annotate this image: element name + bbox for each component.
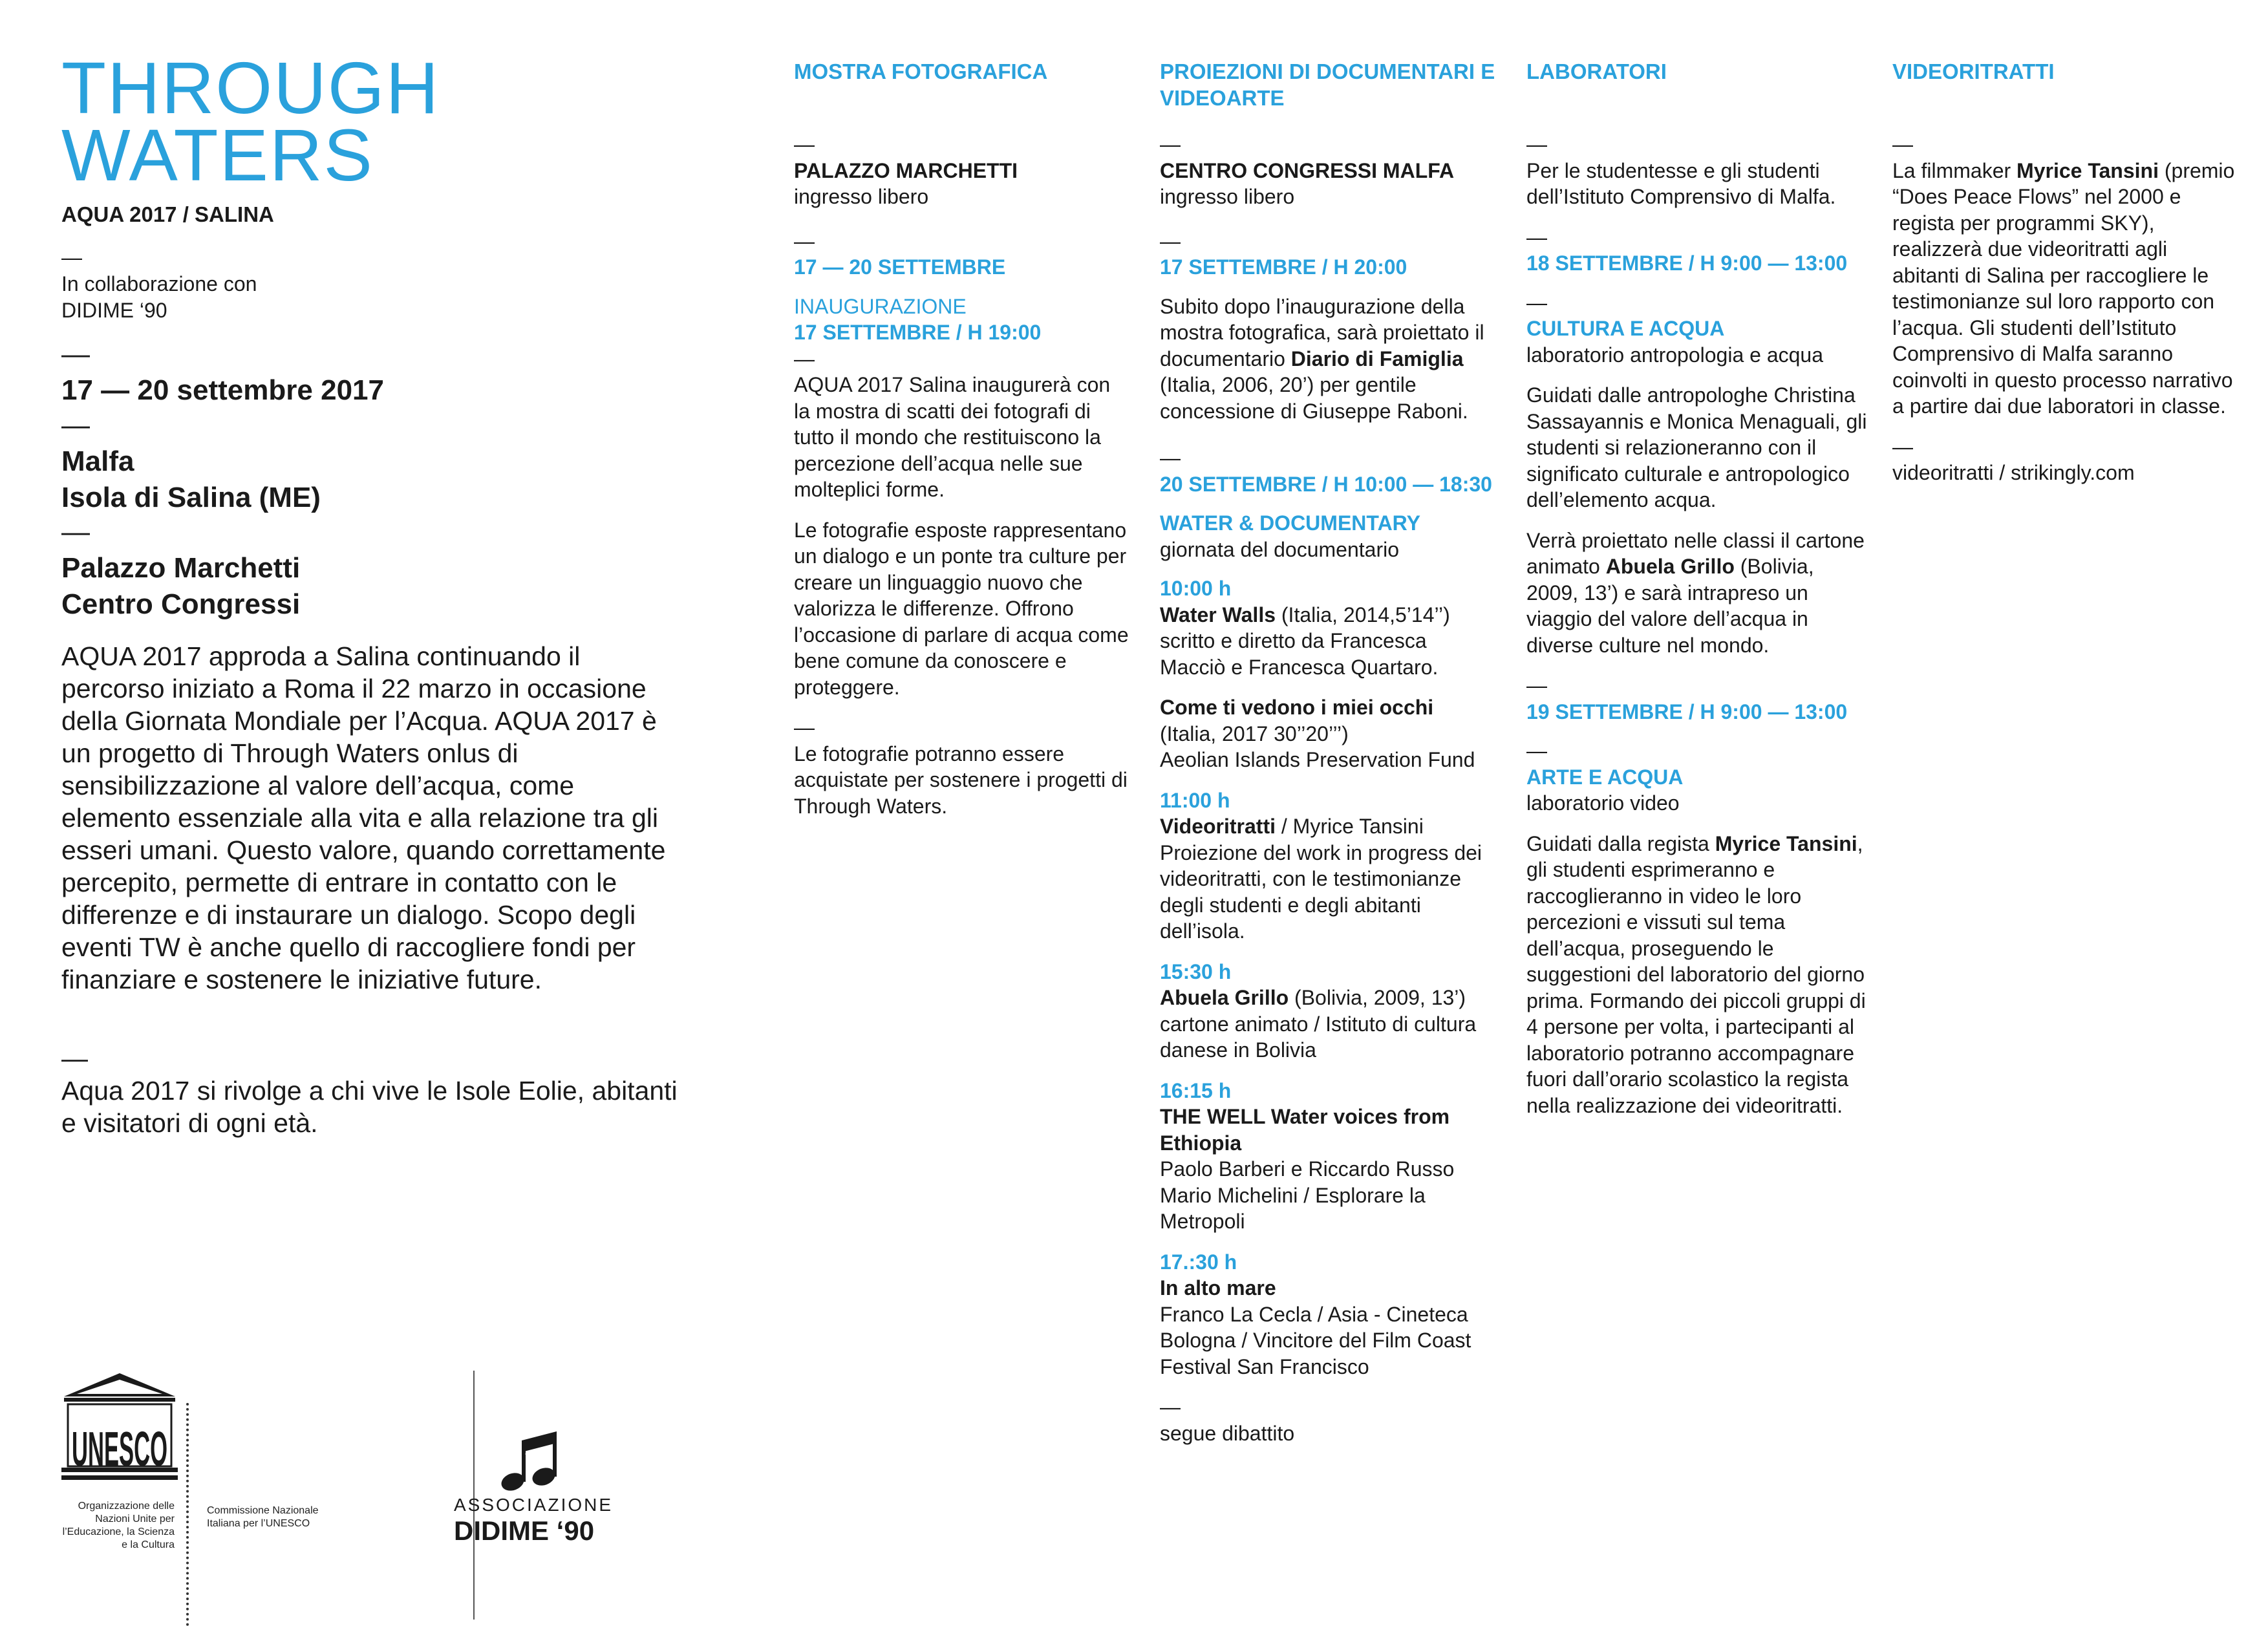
mostra-paragraph-2: Le fotografie esposte rappresentano un dialogo e un ponte tra culture per creare un linguaggio nuovo che valorizza le differenze. Offrono l’occasione di parlare di acqua come bene comune da conoscere e proteggere. — [794, 518, 1129, 699]
slot-5-title: THE WELL Water voices from Ethiopia — [1160, 1105, 1450, 1155]
slot-2-desc: Aeolian Islands Preservation Fund — [1160, 748, 1475, 771]
slot-5-time: 16:15 h — [1160, 1078, 1232, 1102]
lab-2-director: Myrice Tansini — [1715, 831, 1857, 855]
place-town: Malfa — [61, 445, 134, 477]
slot-1-meta: (Italia, 2014,5’14’’) — [1276, 603, 1450, 626]
venue-name: Palazzo Marchetti — [61, 552, 301, 584]
lab-1-text-a: Verrà proiettato nelle classi il cartone animato — [1526, 528, 1865, 578]
collab-line: In collaborazione con — [61, 272, 257, 295]
divider-dash: — — [1160, 1395, 1181, 1418]
lab-2-paragraph — [1526, 831, 1869, 1119]
divider-dash: — — [794, 229, 815, 253]
screening-2-title: WATER & DOCUMENTARY — [1160, 511, 1420, 535]
collab-partner: DIDIME ‘90 — [61, 299, 167, 322]
lab-2-title: ARTE E ACQUA — [1526, 765, 1684, 789]
lab-1-paragraph-1: Guidati dalle antropologhe Christina Sassayannis e Monica Menaguali, gli studenti si relazioneranno con il significato culturale e antropologico dell’elemento acqua. — [1526, 383, 1867, 511]
screening-2-sub: giornata del documentario — [1160, 537, 1400, 561]
lab-2-text-a: Guidati dalla regista — [1526, 831, 1715, 855]
unesco-dotted-divider — [186, 1403, 191, 1626]
mostra-entry: ingresso libero — [794, 185, 929, 208]
slot-6-title: In alto mare — [1160, 1276, 1276, 1300]
divider-dash: — — [794, 347, 815, 370]
laboratori-heading: LABORATORI — [1526, 59, 1667, 83]
mostra-column — [794, 58, 1130, 833]
divider-dash: — — [1892, 133, 1913, 156]
slot-4-line — [1160, 985, 1496, 1011]
videoritratti-heading: VIDEORITRATTI — [1892, 59, 2055, 83]
lab-1-title: CULTURA E ACQUA — [1526, 317, 1725, 340]
collab-block — [61, 244, 257, 324]
divider-dash: — — [794, 716, 815, 739]
screening-1-text-a: Subito dopo l’inaugurazione della mostra fotografica, sarà proiettato il documentario — [1160, 294, 1484, 370]
unesco-wordmark: UNESCO — [72, 1421, 167, 1477]
screening-1-desc — [1160, 294, 1496, 425]
slot-4-title: Abuela Grillo — [1160, 986, 1289, 1009]
slot-4-desc: cartone animato / Istituto di cultura danese in Bolivia — [1160, 1012, 1477, 1062]
laboratori-intro: Per le studentesse e gli studenti dell’Istituto Comprensivo di Malfa. — [1526, 158, 1836, 208]
divider-dash: — — [1160, 229, 1181, 253]
lab-1-paragraph-2 — [1526, 528, 1869, 659]
laboratori-column — [1526, 58, 1869, 1133]
slot-4-meta: (Bolivia, 2009, 13’) — [1289, 986, 1466, 1009]
place-island: Isola di Salina (ME) — [61, 482, 321, 513]
venue-block — [61, 514, 300, 623]
unesco-temple-icon — [61, 1371, 178, 1493]
screening-1-text-c: (Italia, 2006, 20’) per gentile concessione di Giuseppe Raboni. — [1160, 373, 1468, 423]
mostra-heading: MOSTRA FOTOGRAFICA — [794, 59, 1048, 83]
audience-paragraph: Aqua 2017 si rivolge a chi vive le Isole Eolie, abitanti e visitatori di ogni età. — [61, 1076, 678, 1138]
mostra-paragraph-1: AQUA 2017 Salina inaugurerà con la mostra di scatti dei fotografi di tutto il mondo che restituiscono la percezione dell’acqua nelle sue molteplici forme. — [794, 373, 1111, 501]
slot-3-title: Videoritratti — [1160, 815, 1276, 838]
didime-logo-text — [454, 1495, 628, 1546]
slot-6-desc: Franco La Cecla / Asia - Cineteca Bologna / Vincitore del Film Coast Festival San Francisco — [1160, 1302, 1471, 1378]
slot-4-time: 15:30 h — [1160, 959, 1232, 983]
screening-2-time: 20 SETTEMBRE / H 10:00 — 18:30 — [1160, 472, 1492, 496]
divider-dash: — — [61, 516, 90, 548]
slot-1-line — [1160, 602, 1496, 628]
inauguration-time: 17 SETTEMBRE / H 19:00 — [794, 321, 1042, 344]
slot-3-meta: / Myrice Tansini — [1276, 815, 1424, 838]
divider-dash: — — [1892, 434, 1913, 458]
slot-3-time: 11:00 h — [1160, 788, 1230, 812]
slot-2-meta: (Italia, 2017 30’’20’’’) — [1160, 722, 1349, 745]
proiezioni-footer: segue dibattito — [1160, 1421, 1295, 1445]
lab-2-text-c: , gli studenti esprimeranno e raccoglieranno in video le loro percezioni e vissuti sul tema dell’acqua, proseguendo le suggestioni del laboratorio del giorno prima. Formando dei piccoli gruppi di 4 persone per volta, i partecipanti al laboratorio potranno accompagnare fuori dall’orario scolastico la regista nella realizzazione dei videoritratti. — [1526, 831, 1866, 1117]
divider-dash: — — [1526, 290, 1547, 314]
event-dates: 17 — 20 settembre 2017 — [61, 374, 384, 406]
slot-5-desc: Paolo Barberi e Riccardo Russo Mario Michelini / Esplorare la Metropoli — [1160, 1157, 1455, 1233]
lab-1-sub: laboratorio antropologia e acqua — [1526, 343, 1823, 367]
screening-1-time: 17 SETTEMBRE / H 20:00 — [1160, 255, 1407, 279]
unesco-caption: Organizzazione delle Nazioni Unite per l’Educazione, la Scienza e la Cultura — [62, 1501, 175, 1550]
slot-1-time: 10:00 h — [1160, 577, 1232, 600]
logo-area — [61, 1371, 643, 1584]
place-block — [61, 407, 321, 516]
dates-block — [61, 336, 384, 409]
venue-sub: Centro Congressi — [61, 588, 301, 620]
videoritratti-link[interactable]: videoritratti / strikingly.com — [1892, 461, 2135, 484]
proiezioni-heading: PROIEZIONI DI DOCUMENTARI E VIDEOARTE — [1160, 59, 1495, 110]
slot-3-line — [1160, 813, 1496, 840]
event-subtitle: AQUA 2017 / SALINA — [61, 202, 274, 226]
didime-assoc-label: ASSOCIAZIONE — [454, 1495, 614, 1515]
lab-2-time: 19 SETTEMBRE / H 9:00 — 13:00 — [1526, 700, 1848, 723]
brand-title: THROUGH WATERS — [61, 47, 440, 196]
divider-dash: — — [61, 246, 82, 269]
divider-dash: — — [1526, 739, 1547, 762]
lab-2-sub: laboratorio video — [1526, 791, 1680, 815]
slot-1-title: Water Walls — [1160, 603, 1276, 626]
videoritratti-paragraph — [1892, 158, 2235, 420]
divider-dash: — — [1160, 446, 1181, 469]
mostra-paragraph-3: Le fotografie potranno essere acquistate per sostenere i progetti di Through Waters. — [794, 742, 1128, 818]
lab-1-time: 18 SETTEMBRE / H 9:00 — 13:00 — [1526, 251, 1848, 275]
slot-6-time: 17.:30 h — [1160, 1250, 1237, 1274]
lab-1-film: Abuela Grillo — [1605, 555, 1735, 578]
proiezioni-column — [1160, 58, 1496, 1446]
divider-dash: — — [794, 133, 815, 156]
divider-dash: — — [61, 338, 90, 370]
screening-1-film: Diario di Famiglia — [1290, 347, 1464, 370]
lab-1-text-c: (Bolivia, 2009, 13’) e sarà intrapreso un viaggio del valore dell’acqua in diverse culture nel mondo. — [1526, 555, 1814, 657]
music-note-icon — [500, 1429, 564, 1493]
divider-dash: — — [1526, 133, 1547, 156]
mostra-dates: 17 — 20 SETTEMBRE — [794, 255, 1006, 279]
slot-1-desc: scritto e diretto da Francesca Macciò e Francesca Quartaro. — [1160, 629, 1439, 679]
slot-3-desc: Proiezione del work in progress dei videoritratti, con le testimonianze degli studenti e degli abitanti dell’isola. — [1160, 840, 1482, 943]
audience-block — [61, 1042, 682, 1139]
unesco-commission: Commissione Nazionale Italiana per l’UNESCO — [207, 1505, 319, 1529]
didime-assoc-name: DIDIME ‘90 — [454, 1515, 595, 1546]
videoritratti-filmmaker: Myrice Tansini — [2017, 158, 2159, 182]
divider-dash: — — [1526, 674, 1547, 697]
intro-paragraph: AQUA 2017 approda a Salina continuando il percorso iniziato a Roma il 22 marzo in occasione della Giornata Mondiale per l’Acqua. AQUA 2017 è un progetto di Through Waters onlus di sensibilizzazione al valore dell’acqua, come elemento essenziale alla vita e alla relazione tra gli esseri umani. Questo valore, quando correttamente percepito, permette di entrare in contatto con le differenze e di instaurare un dialogo. Scopo degli eventi TW è anche quello di raccogliere fondi per finanziare e sostenere le iniziative future. — [61, 641, 666, 994]
divider-dash: — — [1160, 133, 1181, 156]
inauguration-label: INAUGURAZIONE — [794, 294, 967, 318]
proiezioni-venue: CENTRO CONGRESSI MALFA — [1160, 158, 1455, 182]
proiezioni-entry: ingresso libero — [1160, 185, 1295, 208]
videoritratti-column — [1892, 58, 2235, 486]
videoritratti-text-c: (premio “Does Peace Flows” nel 2000 e regista per programmi SKY), realizzerà due videoritratti agli abitanti di Salina per raccogliere le testimonianze sul loro rapporto con l’acqua. Gli studenti dell’Istituto Comprensivo di Malfa saranno coinvolti in questo processo narrativo a partire dai due laboratori in classe. — [1892, 158, 2235, 418]
divider-dash: — — [61, 1043, 88, 1073]
divider-dash: — — [61, 409, 90, 441]
divider-dash: — — [1526, 225, 1547, 249]
slot-2-title: Come ti vedono i miei occhi — [1160, 696, 1434, 719]
mostra-venue: PALAZZO MARCHETTI — [794, 158, 1018, 182]
videoritratti-text-a: La filmmaker — [1892, 158, 2017, 182]
